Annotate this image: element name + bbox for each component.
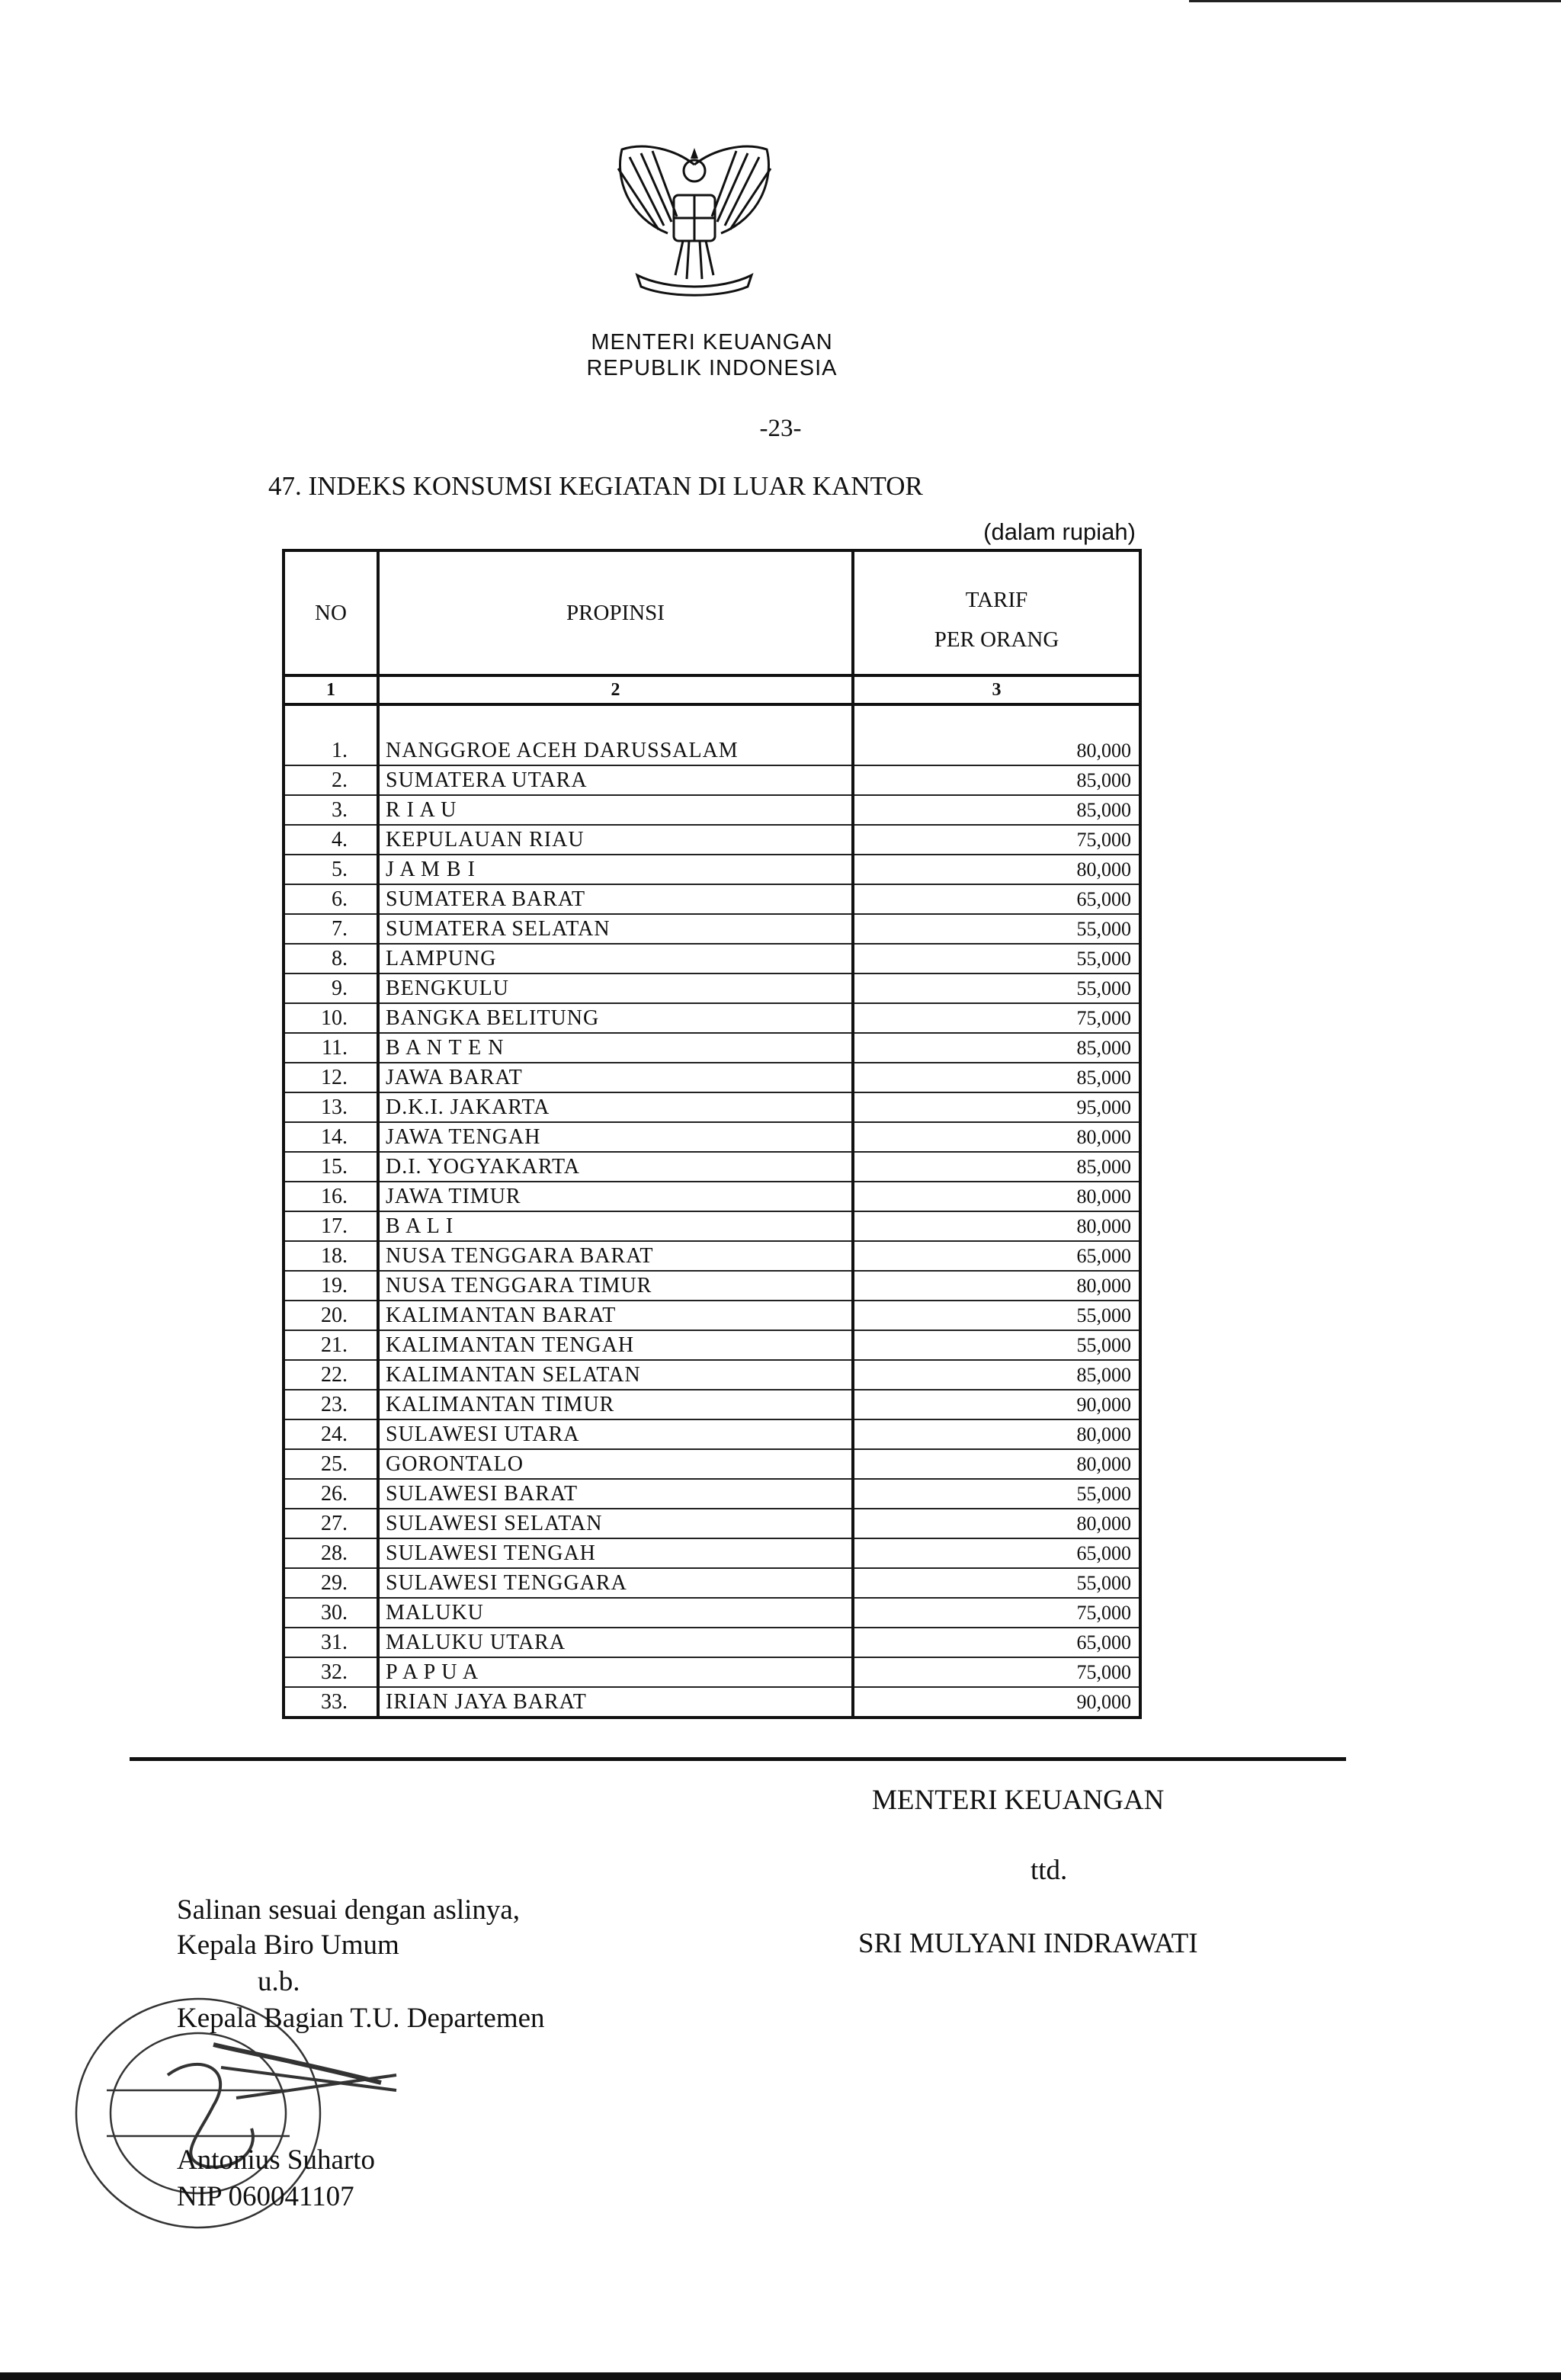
province-name: MALUKU UTARA [378,1628,853,1657]
row-number: 3. [284,795,378,825]
table-row [284,1330,1140,1360]
table-row [284,1033,1140,1063]
table-row [284,1211,1140,1241]
table-row [284,1301,1140,1330]
tarif-value: 80,000 [853,736,1140,765]
tarif-value: 65,000 [853,1538,1140,1568]
column-number-3: 3 [853,675,1140,704]
province-name: LAMPUNG [378,944,853,973]
row-number: 9. [284,973,378,1003]
province-name: B A L I [378,1211,853,1241]
table-row [284,1271,1140,1301]
province-name: SUMATERA BARAT [378,884,853,914]
row-number: 17. [284,1211,378,1241]
tarif-value: 75,000 [853,825,1140,855]
ministry-header [476,329,948,381]
ministry-line-2: REPUBLIK INDONESIA [586,356,838,380]
tarif-value: 55,000 [853,944,1140,973]
header-tarif-line-1: TARIF [965,588,1028,612]
province-name: SULAWESI TENGGARA [378,1568,853,1598]
tarif-value: 85,000 [853,795,1140,825]
province-name: SULAWESI BARAT [378,1479,853,1509]
tarif-value: 80,000 [853,855,1140,884]
scan-bottom-edge [0,2372,1561,2380]
row-number: 12. [284,1063,378,1092]
tarif-value: 55,000 [853,1568,1140,1598]
header-tarif [853,550,1140,675]
table-row [284,795,1140,825]
tarif-value: 55,000 [853,973,1140,1003]
row-number: 31. [284,1628,378,1657]
row-number: 7. [284,914,378,944]
tarif-value: 85,000 [853,1033,1140,1063]
tarif-value: 80,000 [853,1419,1140,1449]
table-row [284,1182,1140,1211]
row-number: 30. [284,1598,378,1628]
province-name: B A N T E N [378,1033,853,1063]
table-row [284,1360,1140,1390]
province-name: MALUKU [378,1598,853,1628]
province-name: KEPULAUAN RIAU [378,825,853,855]
row-number: 25. [284,1449,378,1479]
row-number: 22. [284,1360,378,1390]
tarif-value: 90,000 [853,1687,1140,1718]
province-name: SULAWESI UTARA [378,1419,853,1449]
table-row [284,1092,1140,1122]
province-name: IRIAN JAYA BARAT [378,1687,853,1718]
table-row [284,1122,1140,1152]
table-row [284,973,1140,1003]
tarif-value: 80,000 [853,1182,1140,1211]
province-name: SULAWESI TENGAH [378,1538,853,1568]
tarif-value: 65,000 [853,884,1140,914]
row-number: 6. [284,884,378,914]
page-number: -23- [759,415,802,442]
table-row [284,736,1140,765]
tarif-value: 55,000 [853,914,1140,944]
row-number: 16. [284,1182,378,1211]
row-number: 20. [284,1301,378,1330]
tarif-value: 95,000 [853,1092,1140,1122]
tariff-table [282,549,1139,1714]
tarif-value: 55,000 [853,1301,1140,1330]
copy-official-name: Antonius Suharto [177,2144,376,2176]
province-name: J A M B I [378,855,853,884]
tarif-value: 85,000 [853,1063,1140,1092]
province-name: JAWA TENGAH [378,1122,853,1152]
signer-name: SRI MULYANI INDRAWATI [858,1928,1198,1959]
tarif-value: 75,000 [853,1003,1140,1033]
row-number: 10. [284,1003,378,1033]
row-number: 18. [284,1241,378,1271]
province-name: SUMATERA UTARA [378,765,853,795]
province-name: P A P U A [378,1657,853,1687]
tarif-value: 80,000 [853,1211,1140,1241]
copy-position-line: Kepala Bagian T.U. Departemen [177,2003,545,2034]
tarif-value: 65,000 [853,1628,1140,1657]
province-name: JAWA BARAT [378,1063,853,1092]
tarif-value: 75,000 [853,1657,1140,1687]
province-name: KALIMANTAN TENGAH [378,1330,853,1360]
province-name: JAWA TIMUR [378,1182,853,1211]
table-row [284,1687,1140,1718]
province-name: D.K.I. JAKARTA [378,1092,853,1122]
table-row [284,765,1140,795]
tarif-value: 85,000 [853,765,1140,795]
tarif-value: 85,000 [853,1360,1140,1390]
province-name: BENGKULU [378,973,853,1003]
tarif-value: 55,000 [853,1479,1140,1509]
row-number: 5. [284,855,378,884]
row-number: 27. [284,1509,378,1538]
tarif-value: 55,000 [853,1330,1140,1360]
row-number: 2. [284,765,378,795]
row-number: 15. [284,1152,378,1182]
tarif-value: 80,000 [853,1509,1140,1538]
table-row [284,1657,1140,1687]
province-name: NUSA TENGGARA BARAT [378,1241,853,1271]
tarif-value: 80,000 [853,1122,1140,1152]
copy-office-line: Kepala Biro Umum [177,1929,399,1961]
table-row [284,825,1140,855]
section-title: 47. INDEKS KONSUMSI KEGIATAN DI LUAR KANTOR [268,471,923,501]
table-row [284,944,1140,973]
province-name: KALIMANTAN SELATAN [378,1360,853,1390]
copy-certification-line: Salinan sesuai dengan aslinya, [177,1894,521,1926]
province-name: NUSA TENGGARA TIMUR [378,1271,853,1301]
table-row [284,1241,1140,1271]
row-number: 23. [284,1390,378,1419]
province-name: KALIMANTAN TIMUR [378,1390,853,1419]
tarif-value: 80,000 [853,1271,1140,1301]
province-name: D.I. YOGYAKARTA [378,1152,853,1182]
table-row [284,914,1140,944]
row-number: 32. [284,1657,378,1687]
province-name: R I A U [378,795,853,825]
table-row [284,1628,1140,1657]
province-name: SUMATERA SELATAN [378,914,853,944]
garuda-emblem-icon [591,134,797,310]
row-number: 4. [284,825,378,855]
tarif-value: 75,000 [853,1598,1140,1628]
table-spacer-row [284,704,1140,736]
copy-ub-line: u.b. [258,1966,300,1997]
copy-official-nip: NIP 060041107 [177,2181,354,2212]
scan-top-edge [1189,0,1561,2]
tarif-value: 85,000 [853,1152,1140,1182]
tarif-value: 65,000 [853,1241,1140,1271]
row-number: 14. [284,1122,378,1152]
tarif-value: 80,000 [853,1449,1140,1479]
column-number-1: 1 [284,675,378,704]
row-number: 1. [284,736,378,765]
table-row [284,884,1140,914]
province-name: SULAWESI SELATAN [378,1509,853,1538]
row-number: 28. [284,1538,378,1568]
row-number: 11. [284,1033,378,1063]
table-row [284,855,1140,884]
row-number: 8. [284,944,378,973]
table-row [284,1598,1140,1628]
ministry-line-1: MENTERI KEUANGAN [591,330,833,354]
row-number: 29. [284,1568,378,1598]
table-row [284,1568,1140,1598]
row-number: 19. [284,1271,378,1301]
signer-ttd: ttd. [1031,1855,1068,1886]
province-name: KALIMANTAN BARAT [378,1301,853,1330]
province-name: NANGGROE ACEH DARUSSALAM [378,736,853,765]
header-province: PROPINSI [378,550,853,675]
signer-title: MENTERI KEUANGAN [872,1785,1165,1816]
table-body [284,704,1140,1718]
row-number: 13. [284,1092,378,1122]
tarif-value: 90,000 [853,1390,1140,1419]
province-name: BANGKA BELITUNG [378,1003,853,1033]
table-row [284,1449,1140,1479]
table-row [284,1063,1140,1092]
row-number: 33. [284,1687,378,1718]
column-number-2: 2 [378,675,853,704]
province-name: GORONTALO [378,1449,853,1479]
table-row [284,1538,1140,1568]
header-tarif-line-2: PER ORANG [934,627,1059,652]
row-number: 26. [284,1479,378,1509]
table-row [284,1003,1140,1033]
table-row [284,1509,1140,1538]
table-row [284,1152,1140,1182]
table-row [284,1419,1140,1449]
unit-note: (dalam rupiah) [983,518,1136,545]
row-number: 21. [284,1330,378,1360]
table-row [284,1479,1140,1509]
header-no: NO [284,550,378,675]
footer-divider [130,1757,1346,1761]
table-row [284,1390,1140,1419]
row-number: 24. [284,1419,378,1449]
